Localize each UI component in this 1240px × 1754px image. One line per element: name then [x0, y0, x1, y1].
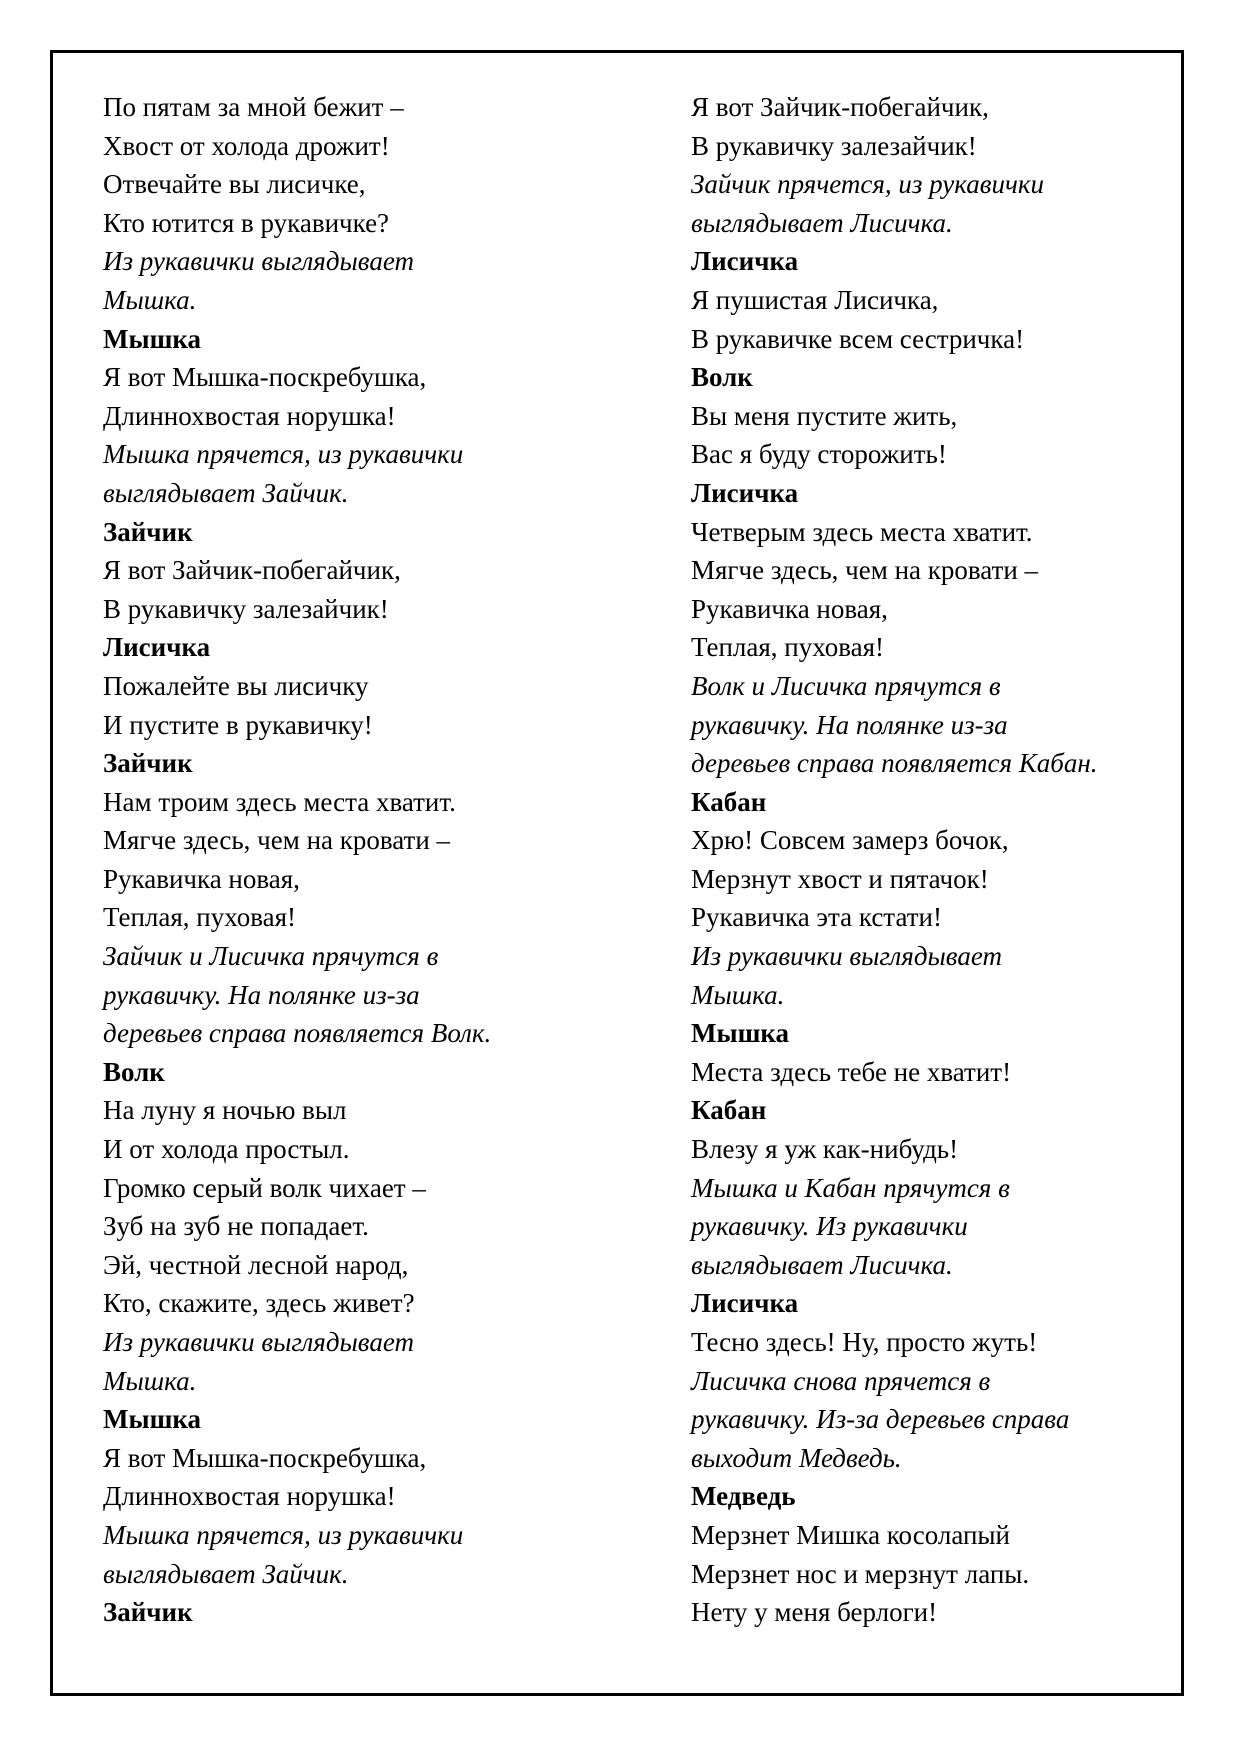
stage-direction: Лисичка снова прячется в: [691, 1365, 991, 1396]
verse-line: Хвост от холода дрожит!: [103, 130, 390, 161]
verse-line: Хрю! Совсем замерз бочок,: [691, 825, 1009, 856]
verse-line: Влезу я уж как-нибудь!: [691, 1134, 959, 1165]
stage-direction: Мышка прячется, из рукавички: [103, 439, 464, 470]
verse-line: Мягче здесь, чем на кровати –: [103, 825, 451, 856]
verse-line: Тесно здесь! Ну, просто жуть!: [691, 1327, 1038, 1357]
stage-direction: Из рукавички выглядывает: [103, 246, 414, 277]
verse-line: В рукавичке всем сестричка!: [691, 323, 1025, 354]
verse-line: Зуб на зуб не попадает.: [103, 1211, 369, 1242]
verse-line: Нам троим здесь места хватит.: [103, 786, 456, 817]
stage-direction: деревьев справа появляется Волк.: [103, 1018, 492, 1049]
speaker-name: Зайчик: [103, 748, 193, 779]
verse-line: Нету у меня берлоги!: [691, 1597, 938, 1628]
stage-direction: выходит Медведь.: [691, 1442, 902, 1473]
verse-line: И пустите в рукавичку!: [103, 709, 373, 740]
verse-line: Длиннохвостая норушка!: [103, 1481, 396, 1512]
stage-direction: Зайчик прячется, из рукавички: [691, 169, 1044, 200]
verse-line: Рукавичка новая,: [691, 593, 888, 624]
verse-line: В рукавичку залезайчик!: [103, 593, 389, 624]
speaker-name: Мышка: [103, 1404, 202, 1435]
stage-direction: Мышка.: [691, 979, 785, 1010]
verse-line: Отвечайте вы лисичке,: [103, 169, 366, 200]
verse-line: Я вот Мышка-поскребушка,: [103, 1442, 427, 1473]
stage-direction: рукавичку. На полянке из-за: [691, 709, 1008, 740]
speaker-name: Волк: [103, 1056, 165, 1087]
stage-direction: Зайчик и Лисичка прячутся в: [103, 941, 439, 972]
stage-direction: Мышка.: [103, 1365, 197, 1396]
speaker-name: Мышка: [103, 323, 202, 354]
verse-line: Кто ютится в рукавичке?: [103, 207, 390, 238]
speaker-name: Лисичка: [103, 632, 211, 663]
speaker-name: Волк: [691, 362, 753, 393]
verse-line: Я вот Зайчик-побегайчик,: [103, 555, 401, 586]
verse-line: Вас я буду сторожить!: [691, 439, 947, 470]
verse-line: На луну я ночью выл: [103, 1095, 347, 1126]
verse-line: Я пушистая Лисичка,: [691, 284, 939, 315]
verse-line: Громко серый волк чихает –: [103, 1172, 426, 1203]
verse-line: Теплая, пуховая!: [103, 902, 296, 933]
stage-direction: Волк и Лисичка прячутся в: [691, 670, 1001, 701]
speaker-name: Кабан: [691, 1095, 767, 1126]
verse-line: Пожалейте вы лисичку: [103, 670, 369, 701]
stage-direction: Из рукавички выглядывает: [103, 1327, 414, 1357]
verse-line: Теплая, пуховая!: [691, 632, 884, 663]
stage-direction: рукавичку. Из рукавички: [691, 1211, 968, 1242]
left-column: [103, 88, 623, 1632]
verse-line: Четверым здесь места хватит.: [691, 516, 1033, 547]
verse-line: Рукавичка эта кстати!: [691, 902, 942, 933]
stage-direction: выглядывает Зайчик.: [103, 1558, 349, 1589]
verse-line: Места здесь тебе не хватит!: [691, 1056, 1012, 1087]
speaker-name: Лисичка: [691, 246, 799, 277]
stage-direction: рукавичку. Из-за деревьев справа: [691, 1404, 1070, 1435]
stage-direction: выглядывает Лисичка.: [691, 1249, 953, 1280]
speaker-name: Зайчик: [103, 516, 193, 547]
verse-line: Мерзнут хвост и пятачок!: [691, 863, 989, 894]
stage-direction: Мышка.: [103, 284, 197, 315]
speaker-name: Мышка: [691, 1018, 790, 1049]
verse-line: Мерзнет Мишка косолапый: [691, 1519, 1010, 1550]
verse-line: Вы меня пустите жить,: [691, 400, 958, 431]
stage-direction: Мышка прячется, из рукавички: [103, 1519, 464, 1550]
stage-direction: Из рукавички выглядывает: [691, 941, 1002, 972]
speaker-name: Лисичка: [691, 1288, 799, 1319]
verse-line: Эй, честной лесной народ,: [103, 1249, 409, 1280]
speaker-name: Зайчик: [103, 1597, 193, 1628]
stage-direction: выглядывает Лисичка.: [691, 207, 953, 238]
verse-line: Мерзнет нос и мерзнут лапы.: [691, 1558, 1030, 1589]
verse-line: Я вот Зайчик-побегайчик,: [691, 92, 989, 122]
verse-line: Мягче здесь, чем на кровати –: [691, 555, 1039, 586]
verse-line: И от холода простыл.: [103, 1134, 350, 1165]
verse-line: По пятам за мной бежит –: [103, 92, 404, 122]
speaker-name: Медведь: [691, 1481, 796, 1512]
verse-line: В рукавичку залезайчик!: [691, 130, 977, 161]
stage-direction: деревьев справа появляется Кабан.: [691, 748, 1098, 779]
stage-direction: Мышка и Кабан прячутся в: [691, 1172, 1010, 1203]
verse-line: Я вот Мышка-поскребушка,: [103, 362, 427, 393]
verse-line: Длиннохвостая норушка!: [103, 400, 396, 431]
right-column: [691, 88, 1161, 1632]
stage-direction: выглядывает Зайчик.: [103, 477, 349, 508]
speaker-name: Кабан: [691, 786, 767, 817]
speaker-name: Лисичка: [691, 477, 799, 508]
verse-line: Рукавичка новая,: [103, 863, 300, 894]
stage-direction: рукавичку. На полянке из-за: [103, 979, 420, 1010]
verse-line: Кто, скажите, здесь живет?: [103, 1288, 415, 1319]
